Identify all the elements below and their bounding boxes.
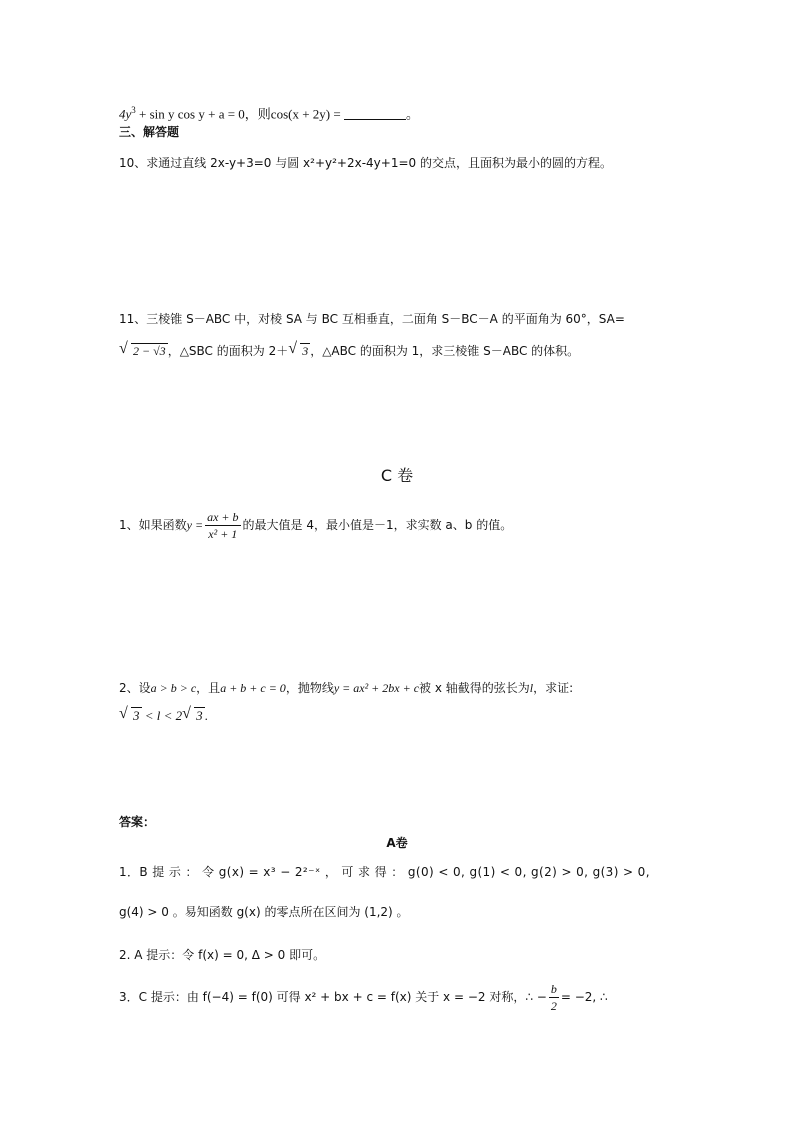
radicand: 3 — [196, 708, 203, 723]
c2-text-c: ，抛物线 — [285, 681, 334, 695]
section-title-3: 三、解答题 — [119, 125, 180, 139]
radical-sign: √ — [119, 340, 128, 357]
a3-denominator: 2 — [550, 999, 557, 1013]
c2-cond2: a + b + c = 0 — [220, 681, 286, 695]
question-10: 10、求通过直线 2x-y+3=0 与圆 x²+y²+2x-4y+1=0 的交点，且面积为最小的圆的方程。 — [119, 156, 612, 170]
question-11-line2 — [119, 341, 579, 361]
c-question-2-line1 — [119, 678, 573, 698]
answer-1-line1: 1．B 提 示 ： 令 g(x) = x³ − 2²⁻ˣ ， 可 求 得 ： g(0) < 0, g(1) < 0, g(2) > 0, g(3) > 0, — [119, 865, 650, 879]
section-title-c: C 卷 — [380, 466, 414, 485]
c1-suffix: 的最大值是 4，最小值是－1，求实数 a、b 的值。 — [242, 518, 513, 532]
c2-cond1: a > b > c — [150, 681, 197, 695]
expr-cos: cos(x + 2y) = — [270, 106, 341, 122]
answer-blank[interactable] — [344, 107, 406, 120]
radical-sign: √ — [288, 340, 297, 357]
expr-prefix: 4y — [119, 106, 132, 122]
q11-text-b: ，△ABC 的面积为 1，求三棱锥 S－ABC 的体积。 — [310, 344, 580, 358]
c2-l: l — [529, 681, 534, 695]
c2-text-e: ，求证: — [533, 681, 574, 695]
answers-title: 答案： — [119, 815, 156, 829]
question-11-line1: 11、三棱锥 S－ABC 中，对棱 SA 与 BC 互相垂直，二面角 S－BC－A 的平面角为 60°，SA= — [119, 312, 625, 326]
radicand: 2 − √3 — [133, 344, 166, 358]
c1-denominator: x² + 1 — [208, 527, 238, 541]
radicand: 3 — [133, 708, 140, 723]
q11-text-a: ，△SBC 的面积为 2＋ — [167, 344, 289, 358]
line-end: 。 — [405, 106, 419, 122]
c1-prefix: 1、如果函数 — [119, 518, 187, 532]
answer-1-line2: g(4) > 0 。易知函数 g(x) 的零点所在区间为 (1,2) 。 — [119, 905, 409, 919]
radical-sign: √ — [119, 705, 128, 722]
answer-3 — [119, 980, 608, 1014]
a3-text-b: = −2, ∴ — [560, 990, 608, 1004]
a3-text-a: 3．C 提示：由 f(−4) = f(0) 可得 x² + bx + c = f(x) 关于 x = −2 对称，∴ − — [119, 990, 547, 1004]
c1-numerator: ax + b — [207, 510, 239, 524]
c2-ineq-end: . — [204, 708, 208, 723]
sqrt-three — [119, 706, 142, 726]
a3-numerator: b — [550, 982, 557, 996]
c2-parabola: y = ax² + 2bx + c — [333, 681, 420, 695]
c-question-1 — [119, 508, 512, 542]
expr-mid: + sin y cos y + a = 0，则 — [135, 106, 271, 122]
sqrt-expression — [119, 341, 168, 361]
c1-fraction — [205, 509, 240, 542]
radical-sign: √ — [182, 705, 191, 722]
question-9-tail — [119, 100, 419, 124]
sqrt-three — [288, 341, 310, 361]
sqrt-three — [182, 706, 205, 726]
c2-text-d: 被 x 轴截得的弦长为 — [419, 681, 530, 695]
radicand: 3 — [302, 344, 309, 358]
c2-text-a: 2、设 — [119, 681, 151, 695]
c2-text-b: ，且 — [196, 681, 221, 695]
answers-section-a-title: A卷 — [386, 836, 408, 850]
exponent: 3 — [131, 105, 136, 115]
c-question-2-line2 — [119, 706, 208, 726]
answer-2: 2. A 提示：令 f(x) = 0, Δ > 0 即可。 — [119, 948, 326, 962]
c1-y-eq: y = — [186, 518, 204, 532]
c2-ineq-mid: < l < 2 — [141, 708, 183, 723]
a3-fraction — [549, 981, 559, 1014]
